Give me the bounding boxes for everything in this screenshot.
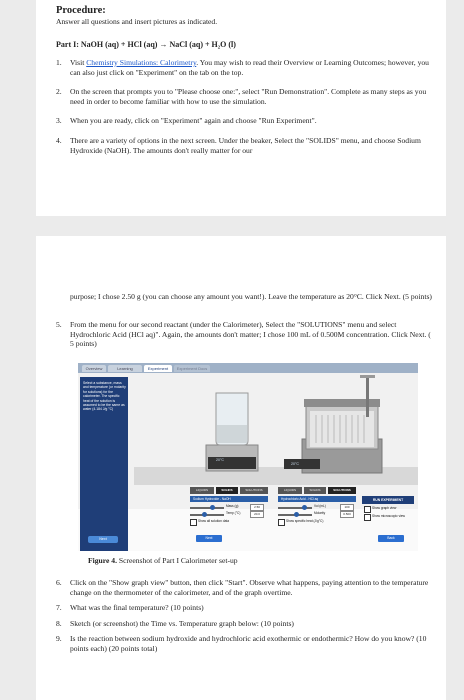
step-text: From the menu for our second reactant (under the Calorimeter), Select the "SOLUTIONS" menu and select Hydrochloric Acid (HCl aq)". Again, the amounts don't matter; I chose 100 mL of 0.500M concentration. Click Next. ( 5 points) — [70, 320, 431, 349]
step-text: What was the final temperature? (10 points) — [70, 603, 204, 613]
procedure-heading: Procedure: — [56, 5, 106, 16]
step-1 — [56, 58, 434, 77]
left-liquids-button[interactable]: LIQUIDS — [190, 487, 214, 494]
right-checkbox-label: Show specific heat (J/g°C) — [286, 519, 324, 523]
step-8 — [56, 619, 434, 629]
step-text: Click on the "Show graph view" button, then click "Start". Observe what happens, paying attention to the temperature change on the thermometer of the calorimeter, and of the graph overtime. — [70, 578, 429, 597]
right-solutions-button[interactable]: SOLUTIONS — [328, 487, 356, 494]
tab-overview[interactable]: Overview — [82, 365, 106, 372]
step-text: Is the reaction between sodium hydroxide and hydrochloric acid exothermic or endothermic? How do you know? (10 points each) (20 points total) — [70, 634, 427, 653]
slider-knob[interactable] — [302, 505, 307, 510]
step-5 — [56, 320, 434, 349]
step-number: 5. — [56, 320, 62, 329]
step-text: . You may wish to read their Overview or Learning Outcomes; however, you can also just click on "Experiment" on the tab on the top. — [70, 58, 429, 77]
step-number: 9. — [56, 634, 62, 644]
left-value-1[interactable]: 2.50 — [250, 504, 264, 511]
right-substance-menu — [278, 487, 356, 494]
calorimetry-link[interactable]: Chemistry Simulations: Calorimetry — [86, 58, 197, 67]
show-microscopic-checkbox[interactable] — [364, 514, 371, 521]
right-solids-button[interactable]: SOLIDS — [304, 487, 326, 494]
continuation-text — [56, 292, 434, 302]
run-experiment-button[interactable]: RUN EXPERIMENT — [362, 496, 414, 504]
right-value-2[interactable]: 0.500 — [340, 511, 354, 518]
document-page-1 — [36, 0, 446, 216]
left-row-label-1: Mass (g) — [226, 504, 239, 508]
step-3 — [56, 116, 434, 126]
sim-back-button[interactable]: Back — [378, 535, 404, 542]
slider-knob[interactable] — [202, 512, 207, 517]
sim-sidebar — [80, 377, 128, 551]
left-show-data-checkbox[interactable] — [190, 519, 197, 526]
lab-illustration — [134, 375, 418, 485]
left-substance-menu — [190, 487, 268, 494]
thermometer — [366, 377, 369, 417]
figure-caption-text: Screenshot of Part I Calorimeter set-up — [116, 556, 238, 565]
step-5-item — [56, 320, 434, 349]
slider-knob[interactable] — [294, 512, 299, 517]
right-row-label-1: Vol (mL) — [314, 504, 326, 508]
step-text: When you are ready, click on "Experiment" again and choose "Run Experiment". — [70, 116, 317, 126]
document-page-2 — [36, 236, 446, 700]
step-number: 2. — [56, 87, 62, 97]
right-molarity-slider[interactable] — [278, 514, 312, 516]
step-2 — [56, 87, 434, 106]
left-row-label-2: Temp (°C) — [226, 511, 241, 515]
right-volume-slider[interactable] — [278, 507, 312, 509]
slider-knob[interactable] — [210, 505, 215, 510]
sim-tab-bar — [78, 363, 418, 373]
figure-caption — [88, 556, 238, 566]
step-4-continuation — [56, 292, 434, 302]
sim-next-button[interactable]: Next — [196, 535, 222, 542]
procedure-instructions: Answer all questions and insert pictures as indicated. — [56, 17, 218, 26]
left-solids-button[interactable]: SOLIDS — [216, 487, 238, 494]
left-checkbox-label: Show all solution data — [198, 519, 230, 523]
step-text: purpose; I chose 2.50 g (you can choose any amount you want!). Leave the temperature as 20°C. Click Next. (5 points) — [70, 292, 432, 301]
beaker-temp-readout: 20°C — [216, 458, 225, 462]
step-number: 1. — [56, 58, 62, 67]
calorimeter-temp-readout: 20°C — [291, 462, 300, 466]
step-number: 8. — [56, 618, 62, 628]
right-substance-select[interactable]: Hydrochloric Acid - HCl aq — [278, 496, 356, 502]
calorimeter-screenshot — [78, 363, 418, 551]
right-liquids-button[interactable]: LIQUIDS — [278, 487, 302, 494]
thermometer-cap — [360, 375, 375, 378]
step-list-page-2 — [56, 578, 434, 654]
step-number: 6. — [56, 578, 62, 587]
show-graph-checkbox[interactable] — [364, 506, 371, 513]
part-title: Part I: NaOH (aq) + HCl (aq) → NaCl (aq) + H₂O (l) — [56, 40, 236, 49]
step-7 — [56, 603, 434, 613]
right-specific-heat-checkbox[interactable] — [278, 519, 285, 526]
left-substance-select[interactable]: Sodium Hydroxide - NaOH — [190, 496, 268, 502]
figure-label: Figure 4. — [88, 556, 117, 565]
step-number: 3. — [56, 116, 62, 126]
step-9 — [56, 634, 434, 653]
step-text: Sketch (or screenshot) the Time vs. Temperature graph below: (10 points) — [70, 618, 294, 628]
step-number: 4. — [56, 135, 62, 145]
calorimeter-display — [284, 459, 320, 469]
left-temp-slider[interactable] — [190, 514, 224, 516]
step-text: Visit — [70, 58, 87, 67]
step-number: 7. — [56, 603, 62, 613]
right-row-label-2: Molarity — [314, 511, 326, 515]
left-mass-slider[interactable] — [190, 507, 224, 509]
right-value-1[interactable]: 100 — [340, 504, 354, 511]
step-text: There are a variety of options in the next screen. Under the beaker, Select the "SOLIDS" menu, and choose Sodium Hydroxide (NaOH). The amounts don't really matter for our — [70, 135, 421, 155]
show-microscopic-label: Show microscopic view — [372, 514, 405, 518]
left-solutions-button[interactable]: SOLUTIONS — [240, 487, 268, 494]
tab-experiment-docs[interactable]: Experiment Docs — [174, 365, 210, 372]
sidebar-next-button[interactable]: Next — [88, 536, 118, 543]
step-list-page-1 — [56, 58, 434, 155]
page-gap — [0, 216, 464, 236]
step-6 — [56, 578, 434, 597]
tab-learning-outcomes[interactable]: Learning — [108, 365, 142, 372]
tab-experiment[interactable]: Experiment — [144, 365, 172, 372]
left-value-2[interactable]: 20.0 — [250, 511, 264, 518]
step-text: On the screen that prompts you to "Please choose one:", select "Run Demonstration". Complete as many steps as you need in order to become familiar with how to use the simulation. — [70, 87, 427, 106]
step-4 — [56, 136, 434, 155]
beaker-sample — [217, 425, 247, 443]
sidebar-instructions: Select a substance, mass and temperature (or molarity for solutions) for the calorimeter. The specific heat of the solution is assumed to be the same as water (4.184 J/g °C) — [83, 381, 126, 412]
show-graph-label: Show graph view — [372, 506, 397, 510]
